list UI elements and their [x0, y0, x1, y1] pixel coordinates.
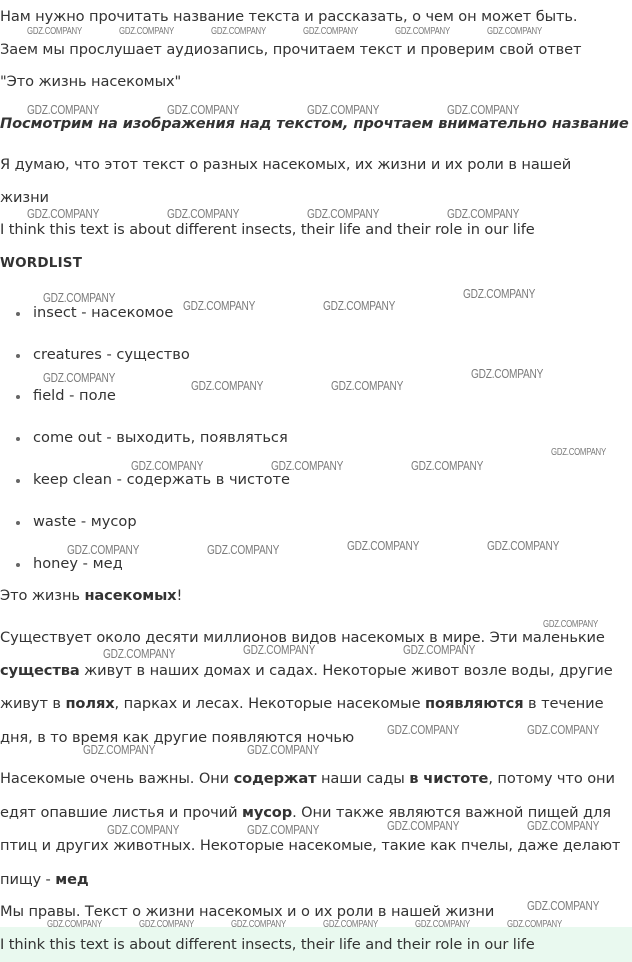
watermark: GDZ.COMPANY: [347, 538, 420, 553]
watermark: GDZ.COMPANY: [247, 742, 320, 757]
text-p1-line-3: живут в полях, парках и лесах. Некоторые насекомые появляются в течение: [0, 695, 604, 712]
watermark: GDZ.COMPANY: [183, 298, 256, 313]
watermark: GDZ.COMPANY: [507, 919, 562, 930]
watermark: GDZ.COMPANY: [167, 206, 240, 221]
watermark: GDZ.COMPANY: [487, 26, 542, 37]
conclusion-line: Мы правы. Текст о жизни насекомых и о их роли в нашей жизни: [0, 903, 495, 920]
text-p1-line-2: существа живут в наших домах и садах. Некоторые живот возле воды, другие: [0, 662, 613, 679]
watermark: GDZ.COMPANY: [395, 26, 450, 37]
watermark: GDZ.COMPANY: [307, 102, 380, 117]
watermark: GDZ.COMPANY: [211, 26, 266, 37]
watermark: GDZ.COMPANY: [243, 642, 316, 657]
watermark: GDZ.COMPANY: [27, 102, 100, 117]
text-p1-line-4: дня, в то время как другие появляются ночью: [0, 729, 355, 746]
watermark: GDZ.COMPANY: [43, 290, 116, 305]
watermark: GDZ.COMPANY: [471, 366, 544, 381]
text-p2-line-2: едят опавшие листья и прочий мусор. Они также являются важной пищей для: [0, 804, 611, 821]
watermark: GDZ.COMPANY: [67, 542, 140, 557]
watermark: GDZ.COMPANY: [551, 447, 606, 458]
text-p2-line-4: пищу - мед: [0, 871, 89, 888]
guess-line-1: Я думаю, что этот текст о разных насекомых, их жизни и их роли в нашей: [0, 156, 572, 173]
watermark: GDZ.COMPANY: [323, 298, 396, 313]
text-p2-line-1: Насекомые очень важны. Они содержат наши сады в чистоте, потому что они: [0, 770, 615, 787]
guess-line-2: жизни: [0, 189, 49, 206]
watermark: GDZ.COMPANY: [303, 26, 358, 37]
watermark: GDZ.COMPANY: [47, 919, 102, 930]
watermark: GDZ.COMPANY: [103, 646, 176, 661]
watermark: GDZ.COMPANY: [323, 919, 378, 930]
text-p1-line-1: Существует около десяти миллионов видов насекомых в мире. Эти маленькие: [0, 629, 605, 646]
watermark: GDZ.COMPANY: [447, 102, 520, 117]
watermark: GDZ.COMPANY: [27, 26, 82, 37]
watermark: GDZ.COMPANY: [447, 206, 520, 221]
watermark: GDZ.COMPANY: [415, 919, 470, 930]
text-title: Это жизнь насекомых!: [0, 587, 183, 604]
watermark: GDZ.COMPANY: [119, 26, 174, 37]
watermark: GDZ.COMPANY: [463, 286, 536, 301]
watermark: GDZ.COMPANY: [527, 722, 600, 737]
watermark: GDZ.COMPANY: [387, 818, 460, 833]
watermark: GDZ.COMPANY: [139, 919, 194, 930]
title-quote: "Это жизнь насекомых": [0, 73, 182, 90]
watermark: GDZ.COMPANY: [527, 818, 600, 833]
watermark: GDZ.COMPANY: [387, 722, 460, 737]
watermark: GDZ.COMPANY: [411, 458, 484, 473]
watermark: GDZ.COMPANY: [27, 206, 100, 221]
watermark: GDZ.COMPANY: [191, 378, 264, 393]
watermark: GDZ.COMPANY: [231, 919, 286, 930]
watermark: GDZ.COMPANY: [207, 542, 280, 557]
watermark: GDZ.COMPANY: [487, 538, 560, 553]
instruction-line: Посмотрим на изображения над текстом, прочтаем внимательно название: [0, 115, 629, 132]
watermark: GDZ.COMPANY: [107, 822, 180, 837]
guess-english: I think this text is about different insects, their life and their role in our life: [0, 221, 535, 238]
wordlist-heading: WORDLIST: [0, 255, 83, 271]
watermark: GDZ.COMPANY: [307, 206, 380, 221]
answer-line: I think this text is about different insects, their life and their role in our life: [0, 936, 535, 953]
watermark: GDZ.COMPANY: [43, 370, 116, 385]
watermark: GDZ.COMPANY: [247, 822, 320, 837]
watermark: GDZ.COMPANY: [83, 742, 156, 757]
watermark: GDZ.COMPANY: [543, 619, 598, 630]
watermark: GDZ.COMPANY: [403, 642, 476, 657]
watermark: GDZ.COMPANY: [167, 102, 240, 117]
intro-line-2: Заем мы прослушает аудиозапись, прочитаем текст и проверим свой ответ: [0, 41, 582, 58]
solution-page: Нам нужно прочитать название текста и рассказать, о чем он может быть. Заем мы прослушает аудиозапись, прочитаем текст и проверим свой ответ "Это жизнь насекомых" Посмотрим на изображения над текстом, прочтаем внимательно название Я думаю, что этот текст о разных насекомых, их жизни и их роли в нашей жизни I think this text is about different insects, their life and their role in our life WORDLIST insect - насекомое creatures - существо field - поле come out - выходить, появляться keep clean - содержать в чистоте waste - мусор honey - мед Это жизнь насекомых! Существует около десяти миллионов видов насекомых в мире. Эти маленькие существа живут в наших домах и садах. Некоторые живот возле воды, другие живут в полях, парках и лесах. Некоторые насекомые появляются в течение дня, в то время как другие появляются ночью Насекомые очень важны. Они содержат наши сады в чистоте, потому что они едят опавшие листья и прочий мусор. Они также являются важной пищей для птиц и других животных. Некоторые насекомые, такие как пчелы, даже делают пищу - мед Мы правы. Текст о жизни насекомых и о их роли в нашей жизни I think this text is about different insects, their life and their role in our life GDZ.COMPANY GDZ.COMPANY GDZ.COMPANY GDZ.COMPANY GDZ.COMPANY GDZ.COMPANY GDZ.COMPANY GDZ.COMPANY GDZ.COMPANY GDZ.COMPANY GDZ.COMPANY GDZ.COMPANY GDZ.COMPANY GDZ.COMPANY GDZ.COMPANY GDZ.COMPANY GDZ.COMPANY GDZ.COMPANY GDZ.COMPANY GDZ.COMPANY GDZ.COMPANY GDZ.COMPANY GDZ.COMPANY GDZ.COMPANY GDZ.COMPANY GDZ.COMPANY GDZ.COMPANY GDZ.COMPANY GDZ.COMPANY GDZ.COMPANY GDZ.COMPANY GDZ.COMPANY GDZ.COMPANY GDZ.COMPANY GDZ.COMPANY GDZ.COMPANY GDZ.COMPANY GDZ.COMPANY GDZ.COMPANY GDZ.COMPANY GDZ.COMPANY GDZ.COMPANY GDZ.COMPANY GDZ.COMPANY GDZ.COMPANY GDZ.COMPANY GDZ.COMPANY GDZ.COMPANY GDZ.COMPANY: [0, 0, 632, 962]
watermark: GDZ.COMPANY: [331, 378, 404, 393]
watermark: GDZ.COMPANY: [271, 458, 344, 473]
watermark: GDZ.COMPANY: [131, 458, 204, 473]
text-p2-line-3: птиц и других животных. Некоторые насекомые, такие как пчелы, даже делают: [0, 837, 621, 854]
intro-line-1: Нам нужно прочитать название текста и рассказать, о чем он может быть.: [0, 8, 578, 25]
watermark: GDZ.COMPANY: [527, 898, 600, 913]
